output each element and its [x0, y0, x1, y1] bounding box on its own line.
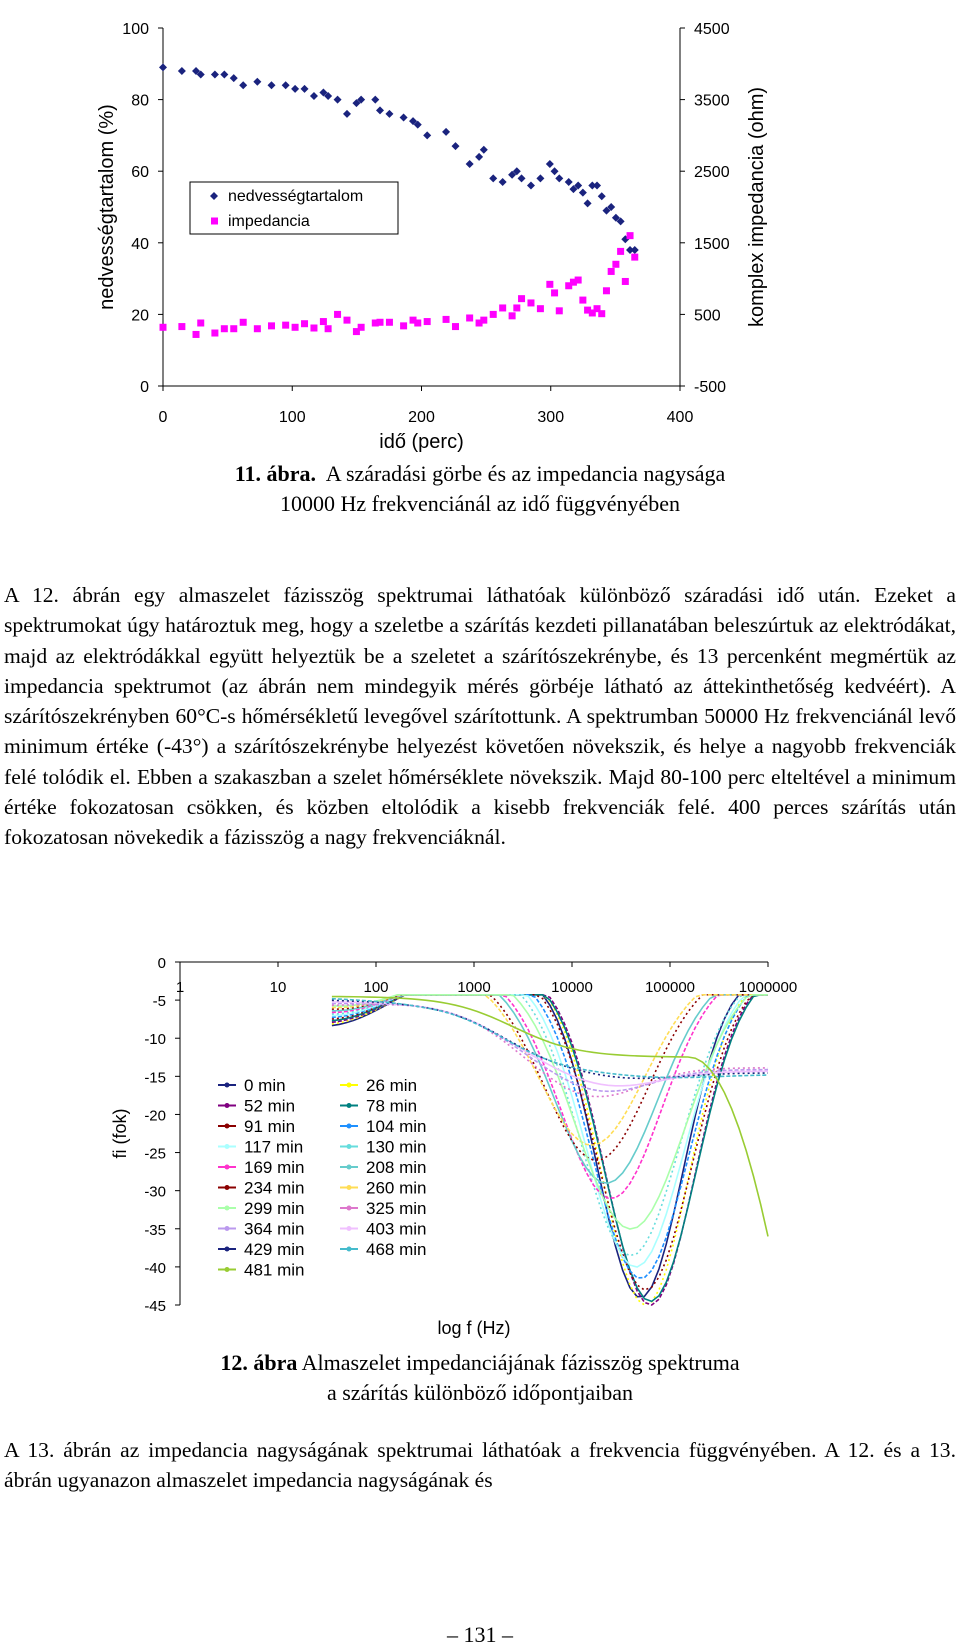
moisture-point [593, 182, 601, 190]
legend-marker-dot [347, 1185, 352, 1190]
y-tick-label: -5 [152, 993, 166, 1011]
moisture-point [489, 174, 497, 182]
y-tick-label: 80 [131, 92, 149, 110]
y-tick-label: 0 [140, 379, 149, 396]
legend-label: 468 min [366, 1240, 427, 1259]
page-number: – 131 – [447, 1622, 513, 1647]
phase-curve [332, 1000, 768, 1078]
moisture-point [220, 71, 228, 79]
y2-tick-label: 4500 [694, 21, 730, 38]
x-tick-label: 400 [666, 409, 694, 426]
impedance-point [551, 289, 558, 296]
y2-axis-label: komplex impedancia (ohm) [746, 86, 768, 328]
impedance-point [518, 295, 525, 302]
legend-marker-dot [225, 1165, 230, 1170]
legend-label: 91 min [244, 1117, 296, 1136]
y-tick-label: 100 [122, 21, 149, 38]
moisture-point [551, 167, 559, 175]
moisture-point [282, 81, 290, 89]
moisture-point [475, 153, 483, 161]
impedance-point [513, 304, 520, 311]
legend-marker-dot [347, 1144, 352, 1149]
moisture-point [230, 74, 238, 82]
moisture-point [442, 128, 450, 136]
moisture-point [301, 85, 309, 93]
moisture-point [631, 246, 639, 254]
impedance-point [160, 324, 167, 331]
legend-marker-dot [225, 1124, 230, 1129]
legend-label: 403 min [366, 1219, 427, 1239]
impedance-point [230, 325, 237, 332]
moisture-point [239, 81, 247, 89]
legend-label: 26 min [366, 1076, 418, 1095]
figure-12-label: 12. ábra [220, 1350, 298, 1375]
impedance-point [452, 323, 459, 330]
legend-marker-dot [347, 1206, 352, 1211]
legend-label: 52 min [244, 1096, 296, 1116]
impedance-point [197, 319, 204, 326]
moisture-point [376, 106, 384, 114]
legend-label: 78 min [366, 1096, 418, 1116]
y2-tick-label: 500 [694, 307, 721, 325]
drying-curve-chart [0, 0, 960, 470]
moisture-point [584, 199, 592, 207]
moisture-point [400, 114, 408, 122]
legend-label: impedancia [228, 213, 310, 230]
legend-marker-dot [225, 1103, 230, 1108]
x-tick-label: 200 [408, 409, 435, 426]
x-tick-label: 100 [278, 409, 306, 426]
legend-label: 364 min [244, 1219, 305, 1239]
y-tick-label: -45 [144, 1298, 166, 1315]
legend-marker-dot [347, 1247, 352, 1252]
impedance-point [509, 312, 516, 319]
legend-label: 299 min [244, 1199, 305, 1218]
legend-marker [211, 218, 218, 225]
y-tick-label: -30 [144, 1183, 166, 1201]
moisture-point [211, 71, 219, 79]
legend-marker-dot [347, 1124, 352, 1129]
legend-marker-dot [225, 1226, 230, 1231]
impedance-point [178, 323, 185, 330]
moisture-point [159, 63, 167, 71]
y-tick-label: -10 [144, 1031, 166, 1049]
x-tick-label: 100000 [644, 979, 696, 996]
impedance-point [622, 278, 629, 285]
impedance-point [211, 330, 218, 337]
figure-11-label: 11. ábra. [234, 461, 316, 486]
impedance-point [292, 324, 299, 331]
legend-label: 130 min [366, 1137, 427, 1157]
impedance-point [480, 317, 487, 324]
legend-label: 208 min [366, 1158, 427, 1177]
moisture-point [451, 142, 459, 150]
impedance-point [386, 319, 393, 326]
moisture-point [310, 92, 318, 100]
impedance-point [631, 254, 638, 261]
impedance-point [546, 281, 553, 288]
figure-12-caption [0, 1348, 960, 1408]
impedance-point [556, 307, 563, 314]
legend-marker-dot [347, 1165, 352, 1170]
impedance-point [301, 320, 308, 327]
x-axis-label: idő (perc) [379, 431, 464, 453]
legend-marker-dot [225, 1185, 230, 1190]
figure-11-caption [0, 459, 960, 519]
legend-label: 104 min [366, 1117, 427, 1136]
moisture-point [343, 110, 351, 118]
paragraph-2: A 13. ábrán az impedancia nagyságának spektrumai láthatóak a frekvencia függvényében. A 12. és a 13. ábrán ugyanazon almaszelet impedancia nagyságának és [4, 1438, 956, 1493]
legend-label: 260 min [366, 1178, 427, 1198]
legend-marker-dot [347, 1103, 352, 1108]
phase-angle-chart [0, 945, 960, 1345]
impedance-point [221, 325, 228, 332]
moisture-point [466, 160, 474, 168]
impedance-point [603, 287, 610, 294]
impedance-point [490, 311, 497, 318]
moisture-point [499, 178, 507, 186]
x-tick-label: 100 [363, 979, 389, 996]
moisture-point [555, 174, 563, 182]
legend-label: 325 min [366, 1199, 427, 1218]
figure-11-caption-line2: 10000 Hz frekvenciánál az idő függvényében [279, 491, 681, 516]
x-axis-label: log f (Hz) [437, 1318, 511, 1338]
impedance-point [575, 277, 582, 284]
moisture-point [527, 182, 535, 190]
y-tick-label: 40 [131, 235, 149, 253]
moisture-point [546, 160, 554, 168]
x-tick-label: 300 [537, 409, 565, 426]
moisture-point [334, 96, 342, 104]
x-tick-label: 10000 [551, 979, 593, 996]
x-tick-label: 10 [269, 979, 287, 996]
figure-12-caption-line2: a szárítás különböző időpontjaiban [326, 1380, 634, 1405]
impedance-point [193, 331, 200, 338]
impedance-point [414, 319, 421, 326]
moisture-point [178, 67, 186, 75]
moisture-point [579, 189, 587, 197]
legend-label: 0 min [244, 1076, 286, 1095]
y2-tick-label: -500 [694, 379, 727, 396]
y-tick-label: -15 [144, 1069, 166, 1087]
impedance-point [612, 261, 619, 268]
impedance-point [254, 325, 261, 332]
moisture-point [385, 110, 393, 118]
moisture-point [268, 81, 276, 89]
y-tick-label: 0 [157, 955, 166, 972]
legend-marker-dot [225, 1144, 230, 1149]
impedance-point [443, 316, 450, 323]
y2-tick-label: 3500 [694, 92, 730, 110]
legend-marker-dot [225, 1206, 230, 1211]
moisture-point [565, 178, 573, 186]
legend-label: nedvességtartalom [228, 188, 364, 205]
impedance-point [268, 322, 275, 329]
figure-11-caption-line1: A száradási görbe és az impedancia nagysága [325, 461, 726, 486]
x-tick-label: 1000000 [738, 979, 798, 996]
y-tick-label: -35 [144, 1221, 166, 1239]
impedance-point [310, 325, 317, 332]
legend-label: 481 min [244, 1260, 305, 1280]
chart-legend [218, 1076, 426, 1280]
impedance-point [598, 310, 605, 317]
legend-marker-dot [225, 1247, 230, 1252]
moisture-point [291, 85, 299, 93]
moisture-point [598, 192, 606, 200]
x-tick-label: 0 [158, 409, 168, 426]
impedance-point [343, 317, 350, 324]
impedance-point [537, 305, 544, 312]
legend-label: 234 min [244, 1178, 305, 1198]
moisture-point [536, 174, 544, 182]
impedance-point [499, 304, 506, 311]
paragraph-1: A 12. ábrán egy almaszelet fázisszög spektrumai láthatóak különböző száradási idő után. Ezeket a spektrumokat úgy határoztuk meg, hogy a szeletbe a szárítás kezdeti pillanatában beleszúrtuk az elektródákat, majd az elektródákkal együtt helyeztük be a szeletet a szárítószekrénybe, és 13 percenként megmértük az impedancia spektrumot (az ábrán nem mindegyik mérés görbéje látható az áttekinthetőség kedvéért). A szárítószekrényben 60°C-s hőmérsékletű levegővel szárítottunk. A spektrumban 50000 Hz frekvenciánál levő minimum értéke (-43°) a szárítószekrénybe helyezést követően növekszik, és helye a nagyobb frekvenciák felé tolódik el. Ebben a szakaszban a szelet hőmérséklete növekszik. Majd 80-100 perc elteltével a minimum értéke fokozatosan csökken, és közben eltolódik a kisebb frekvenciák felé. 400 perces szárítás után fokozatosan növekedik a fázisszög a nagy frekvenciáknál. [4, 583, 956, 850]
x-tick-label: 1000 [457, 979, 491, 996]
moisture-point [253, 78, 261, 86]
impedance-point [579, 297, 586, 304]
impedance-point [325, 325, 332, 332]
impedance-point [400, 322, 407, 329]
legend-marker-dot [347, 1083, 352, 1088]
figure-12-caption-line1: Almaszelet impedanciájának fázisszög spektruma [301, 1350, 740, 1375]
impedance-point [358, 324, 365, 331]
impedance-point [617, 248, 624, 255]
impedance-point [608, 268, 615, 275]
moisture-point [371, 96, 379, 104]
x-tick-label: 1 [175, 979, 185, 996]
y-tick-label: 60 [131, 164, 149, 182]
legend-label: 117 min [244, 1137, 304, 1157]
legend-marker-dot [347, 1226, 352, 1231]
y-tick-label: -40 [144, 1259, 166, 1277]
impedance-point [320, 318, 327, 325]
impedance-point [466, 314, 473, 321]
y2-tick-label: 2500 [694, 164, 730, 182]
impedance-point [527, 299, 534, 306]
legend-label: 429 min [244, 1240, 305, 1259]
moisture-point [480, 146, 488, 154]
y-tick-label: -20 [144, 1107, 166, 1125]
y-axis-label: fi (fok) [110, 1108, 130, 1159]
impedance-point [627, 232, 634, 239]
impedance-point [377, 319, 384, 326]
y-tick-label: 20 [131, 307, 149, 325]
y2-tick-label: 1500 [694, 235, 730, 253]
y-tick-label: -25 [144, 1145, 166, 1163]
moisture-point [518, 174, 526, 182]
legend-label: 169 min [244, 1158, 305, 1177]
impedance-point [240, 319, 247, 326]
y-axis-label: nedvességtartalom (%) [96, 104, 118, 310]
impedance-point [334, 311, 341, 318]
legend-marker-dot [225, 1267, 230, 1272]
impedance-point [424, 318, 431, 325]
phase-curve [332, 1002, 768, 1086]
moisture-point [423, 131, 431, 139]
legend-marker-dot [225, 1083, 230, 1088]
impedance-point [282, 322, 289, 329]
chart-legend [190, 182, 398, 234]
